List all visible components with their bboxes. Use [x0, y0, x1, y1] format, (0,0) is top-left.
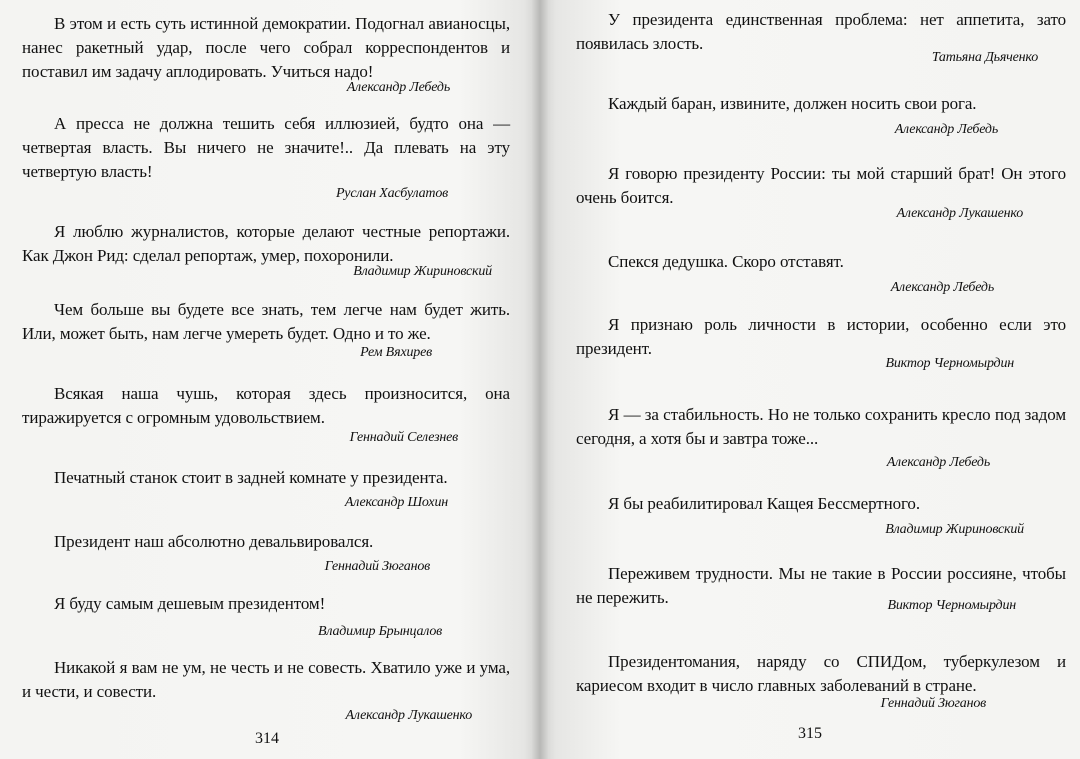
quote: [576, 492, 1066, 516]
quote-author: Владимир Жириновский: [885, 522, 1024, 537]
quote-text: Никакой я вам не ум, не честь и не совесть. Хватило уже и ума, и чести, и совести.: [22, 658, 510, 701]
quote-text: Каждый баран, извините, должен носить свои рога.: [608, 94, 977, 113]
quote-author: Владимир Жириновский: [353, 264, 492, 279]
quote-text: Президент наш абсолютно девальвировался.: [54, 532, 374, 551]
quote: [22, 112, 510, 184]
quote-text: Я признаю роль личности в истории, особенно если это президент.: [576, 315, 1066, 358]
quote-author: Рем Вяхирев: [360, 345, 432, 360]
quote-text: Спекся дедушка. Скоро отставят.: [608, 252, 844, 271]
quote: [576, 403, 1066, 451]
right-page: [540, 0, 1080, 759]
quote-author: Виктор Черномырдин: [887, 598, 1016, 613]
quote: [22, 656, 510, 704]
quote: [22, 592, 510, 616]
quote-author: Руслан Хасбулатов: [335, 186, 448, 201]
quote-author: Виктор Черномырдин: [885, 356, 1014, 371]
quote-author: Владимир Брынцалов: [318, 624, 442, 639]
quote: [576, 8, 1066, 56]
quote-author: Александр Лебедь: [894, 122, 998, 137]
quote: [22, 298, 510, 346]
quote: [22, 530, 510, 554]
quote-author: Геннадий Зюганов: [324, 559, 430, 574]
quote: [576, 250, 1066, 274]
quote-author: Геннадий Селезнев: [349, 430, 458, 445]
quote-text: В этом и есть суть истинной демократии. Подогнал авианосцы, нанес ракетный удар, после чего собрал корреспондентов и поставил им задачу аплодировать. Учиться надо!: [22, 14, 510, 81]
quote-text: Печатный станок стоит в задней комнате у президента.: [54, 468, 448, 487]
page-number: 315: [798, 725, 822, 742]
quote-text: Я — за стабильность. Но не только сохранить кресло под задом сегодня, а хотя бы и завтра тоже...: [576, 405, 1066, 448]
quote: [22, 220, 510, 268]
page-number: 314: [255, 730, 279, 747]
quote-author: Александр Лукашенко: [345, 708, 472, 723]
quote-author: Александр Лебедь: [886, 455, 990, 470]
quote: [576, 162, 1066, 210]
quote-text: Чем больше вы будете все знать, тем легче нам будет жить. Или, может быть, нам легче умереть будет. Одно и то же.: [22, 300, 510, 343]
quote-text: Я люблю журналистов, которые делают честные репортажи. Как Джон Рид: сделал репортаж, умер, похоронили.: [22, 222, 510, 265]
quote-text: Я буду самым дешевым президентом!: [54, 594, 326, 613]
quote-text: Я бы реабилитировал Кащея Бессмертного.: [608, 494, 920, 513]
quote: [22, 466, 510, 490]
quote-author: Александр Шохин: [344, 495, 448, 510]
quote-text: Президентомания, наряду со СПИДом, туберкулезом и кариесом входит в число главных заболеваний в стране.: [576, 652, 1066, 695]
quote-text: Я говорю президенту России: ты мой старший брат! Он этого очень боится.: [576, 164, 1066, 207]
quote-author: Александр Лебедь: [346, 80, 450, 95]
quote: [576, 92, 1066, 116]
quote-text: У президента единственная проблема: нет аппетита, зато появилась злость.: [576, 10, 1066, 53]
quote-author: Александр Лукашенко: [896, 206, 1023, 221]
quote: [576, 313, 1066, 361]
quote-text: А пресса не должна тешить себя иллюзией, будто она — четвертая власть. Вы ничего не значите!.. Да плевать на эту четвертую власть!: [22, 114, 510, 181]
quote-author: Татьяна Дьяченко: [931, 50, 1038, 65]
quote: [22, 12, 510, 84]
quote-text: Переживем трудности. Мы не такие в России россияне, чтобы не пережить.: [576, 564, 1066, 607]
quote-text: Всякая наша чушь, которая здесь произносится, она тиражируется с огромным удовольствием.: [22, 384, 510, 427]
quote-author: Александр Лебедь: [890, 280, 994, 295]
quote: [576, 650, 1066, 698]
book-gutter: [532, 0, 548, 759]
quote: [22, 382, 510, 430]
quote-author: Геннадий Зюганов: [880, 696, 986, 711]
